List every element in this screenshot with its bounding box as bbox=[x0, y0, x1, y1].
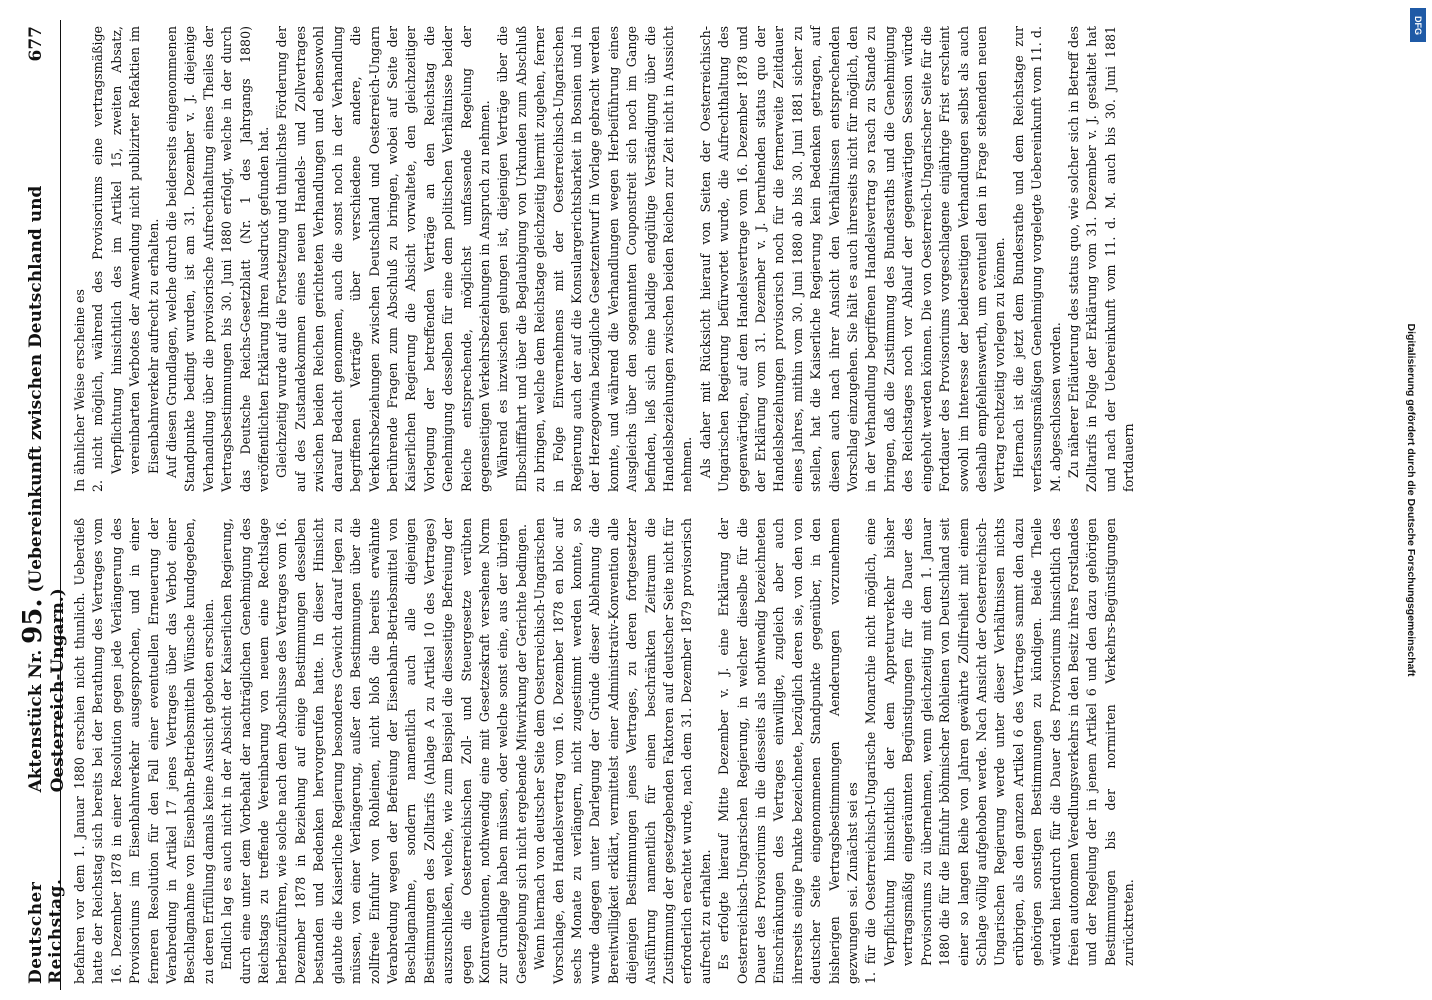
page-header bbox=[18, 20, 68, 990]
list-item: 2. nicht möglich, während des Provisoriums eine vertragsmäßige Verpflichtung hinsichtlich des im Artikel 15, zweiten Absatz, vereinbarten Verbotes der Anwendung nicht publizirter Refaktien im Eisenbahnverkehr aufrecht zu erhalten. bbox=[90, 26, 161, 492]
funding-note: Digitalisierung gefördert durch die Deutsche Forschungsgemeinschaft bbox=[1405, 323, 1417, 677]
document-page bbox=[18, 20, 1378, 990]
paragraph: Wenn hiernach von deutscher Seite dem Oesterreichisch-Ungarischen Vorschlage, den Handelsvertrag vom 16. Dezember 1878 en bloc auf sechs Monate zu verlängern, nicht zugestimmt werden konnte, so wurde dagegen unter Darlegung der Gründe dieser Ablehnung die Bereitwilligkeit erklärt, vermittelst einer Administrativ-Konvention alle diejenigen Bestimmungen jenes Vertrages, zu deren fortgesetzter Ausführung namentlich für einen beschränkten Zeitraum die Zustimmung der gesetzgebenden Faktoren auf deutscher Seite nicht für erforderlich erachtet wurde, nach dem 31. Dezember 1879 provisorisch aufrecht zu erhalten. bbox=[532, 518, 713, 984]
title-prefix: Aktenstück Nr. bbox=[26, 649, 46, 793]
running-head: Deutscher Reichstag. bbox=[26, 878, 66, 984]
paragraph: Hiernach ist die jetzt dem Bundesrathe und dem Reichstage zur verfassungsmäßigen Genehmigung vorgelegte Uebereinkunft vom 11. d. M. abgeschlossen worden. bbox=[1010, 26, 1063, 492]
paragraph: Endlich lag es auch nicht in der Absicht der Kaiserlichen Regierung, durch eine unter dem Vorbehalt der nachträglichen Genehmigung des Reichstags zu treffende Vereinbarung von neuem eine Rechtslage herbeizuführen, wie solche nach dem Abschlusse des Vertrages vom 16. Dezember 1878 in Beziehung auf einige Bestimmungen desselben bestanden und Bedenken hervorgerufen hatte. In dieser Hinsicht glaubte die Kaiserliche Regierung besonderes Gewicht darauf legen zu müssen, von einer Verlängerung, außer den Bestimmungen über die zollfreie Einfuhr von Rohleinen, nicht bloß die bereits erwähnte Verabredung wegen der Befreiung der Eisenbahn-Betriebsmittel von Beschlagnahme, sondern namentlich auch alle diejenigen Bestimmungen des Zolltarifs (Anlage A zu Artikel 10 des Vertrages) auszuschließen, welche, wie zum Beispiel die diesseitige Befreiung der gegen die Oesterreichischen Zoll- und Steuergesetze verübten Kontraventionen, nothwendig eine mit Gesetzeskraft versehene Norm zur Grundlage haben müssen, oder welche sonst eine, aus der übrigen Gesetzgebung sich nicht ergebende Mitwirkung der Gerichte bedingen. bbox=[219, 518, 529, 984]
text-columns bbox=[61, 20, 1139, 990]
column-right bbox=[71, 26, 1139, 492]
paragraph: Auf diesen Grundlagen, welche durch die beiderseits eingenommenen Standpunkte bedingt wurden, ist am 31. Dezember v. J. diejenige Verhandlung über die provisorische Aufrechthaltung eines Theiles der Vertragsbestimmungen bis 30. Juni 1880 erfolgt, welche in der durch das Deutsche Reichs-Gesetzblatt (Nr. 1 des Jahrgangs 1880) veröffentlichten Erklärung ihren Ausdruck gefunden hat. bbox=[164, 26, 272, 492]
list-item: 1. für die Oesterreichisch-Ungarische Monarchie nicht möglich, eine Verpflichtung hinsichtlich der dem Appreturverkehr bisher vertragsmäßig eingeräumten Begünstigungen für die Dauer des Provisoriums zu übernehmen, wenn gleichzeitig mit dem 1. Januar 1880 die für die Einfuhr böhmischer Rohleinen von Deutschland seit einer so langen Reihe von Jahren gewährte Zollfreiheit mit einem Schlage völlig aufgehoben werde. Nach Ansicht der Oesterreichisch-Ungarischen Regierung werde unter dieser Verhältnissen nichts erübrigen, als den ganzen Artikel 6 des Vertrages sammt den dazu gehörigen sonstigen Bestimmungen zu kündigen. Beide Theile würden hierdurch für die Dauer des Provisoriums hinsichtlich des freien autonomen Veredlungsverkehrs in den Besitz ihres Forstlandes und der Regelung der in jenem Artikel 6 und den dazu gehörigen Bestimmungen bis der normirten Verkehrs-Begünstigungen zurücktreten. bbox=[863, 518, 1137, 984]
column-left bbox=[71, 518, 1139, 984]
title-subject: (Uebereinkunft zwischen Deutschland und Oesterreich-Ungarn.) bbox=[26, 185, 68, 793]
paragraph: befahren vor dem 1. Januar 1880 erschien nicht thunlich. Ueberdieß hatte der Reichstag sich bereits bei der Berathung des Vertrages vom 16. Dezember 1878 in einer Resolution gegen jede Verlängerung des Provisoriums im Eisenbahnverkehr ausgesprochen, und in einer ferneren Resolution für den Fall einer eventuellen Erneuerung der Verabredung in Artikel 17 jenes Vertrages über das Verbot einer Beschlagnahme von Eisenbahn-Betriebsmitteln Wünsche kundgegeben, zu deren Erfüllung damals keine Aussicht geboten erschien. bbox=[72, 518, 216, 984]
digitization-credit bbox=[1402, 0, 1428, 1000]
document-title bbox=[18, 62, 68, 793]
paragraph: Zu näherer Erläuterung des status quo, wie solcher sich in Betreff des Zolltarifs in Folge der Erklärung vom 31. Dezember v. J. gestaltet hat und nach der Uebereinkunft vom 11. d. M. auch bis 30. Juni 1881 fortdauern bbox=[1065, 26, 1137, 492]
paragraph: In ähnlicher Weise erscheine es bbox=[72, 289, 87, 492]
paragraph: Gleichzeitig wurde auf die Fortsetzung und thunlichste Förderung der auf des Zustandekommen eines neuen Handels- und Zollvertrages zwischen beiden Reichen gerichteten Verhandlungen und ebensowohl darauf Bedacht genommen, auch die sonst noch in der Verhandlung begriffenen Verträge über verschiedene andere, die Verkehrsbeziehungen zwischen Deutschland und Oesterreich-Ungarn berührende Fragen zum Abschluß zu bringen, wobei auf Seite der Kaiserlichen Regierung die Absicht vorwaltete, den gleichzeitiger Vorlegung der betreffenden Verträge an den Reichstag die Genehmigung desselben für eine dem politischen Verhältnisse beider Reiche entsprechende, möglichst umfassende Regelung der gegenseitigen Verkehrsbeziehungen in Anspruch zu nehmen. bbox=[274, 26, 492, 492]
paragraph: Es erfolgte hierauf Mitte Dezember v. J. eine Erklärung der Oesterreichisch-Ungarischen Regierung, in welcher dieselbe für die Dauer des Provisoriums in die diesseits als nothwendig bezeichneten Einschränkungen des Vertrages einwilligte, zugleich aber auch ihrerseits einige Punkte bezeichnete, bezüglich deren sie, von den von deutscher Seite eingenommenen Standpunkte gegenüber, in den bisherigen Vertragsbestimmungen Aenderungen vorzunehmen gezwungen sei. Zunächst sei es bbox=[716, 518, 861, 984]
document-number: 95. bbox=[18, 598, 48, 644]
page-number: 677 bbox=[26, 26, 46, 62]
dfg-logo-icon: DFG bbox=[1410, 8, 1426, 42]
paragraph: Als daher mit Rücksicht hierauf von Seiten der Oesterreichisch-Ungarischen Regierung befürwortet wurde, die Aufrechthaltung des gegenwärtigen, auf dem Handelsvertrage vom 16. Dezember 1878 und der Erklärung vom 31. Dezember v. J. beruhenden status quo der Handelsbeziehungen provisorisch noch für die fernerweite Zeitdauer eines Jahres, mithin vom 30. Juni 1880 ab bis 30. Juni 1881 sicher zu stellen, hat die Kaiserliche Regierung kein Bedenken getragen, auf diesen auch nach ihrer Ansicht den Verhältnissen entsprechenden Vorschlag einzugehen. Sie hält es auch ihrerseits nicht für möglich, den in der Verhandlung begriffenen Handelsvertrag so rasch zu Stande zu bringen, daß die Zustimmung des Bundesraths und die Genehmigung des Reichstages noch vor Ablauf der gegenwärtigen Session würde eingeholt werden können. Die von Oesterreich-Ungarischer Seite für die Fortdauer des Provisoriums vorgeschlagene einjährige Frist erscheint sowohl im Interesse der beiderseitigen Verhandlungen selbst als auch deshalb empfehlenswerth, um eventuell den in Frage stehenden neuen Vertrag rechtzeitig vorlegen zu können. bbox=[697, 26, 1008, 492]
paragraph: Während es inzwischen gelungen ist, diejenigen Verträge über die Elbschifffahrt und über die Beglaubigung von Urkunden zum Abschluß zu bringen, welche dem Reichstage gleichzeitig hiermit zugehen, ferner in Folge Einvernehmens mit der Oesterreichisch-Ungarischen Regierung auch der auf die Konsulargerichtsbarkeit in Bosnien und in der Herzegowina bezügliche Gesetzentwurf in Vorlage gebracht werden konnte, und während die Verhandlungen wegen Herbeiführung eines Ausgleichs über den sogenannten Couponstreit sich noch im Gange befinden, ließ sich eine baldige endgültige Verständigung über die Handelsbeziehungen zwischen beiden Reichen zur Zeit nicht in Aussicht nehmen. bbox=[495, 26, 695, 492]
